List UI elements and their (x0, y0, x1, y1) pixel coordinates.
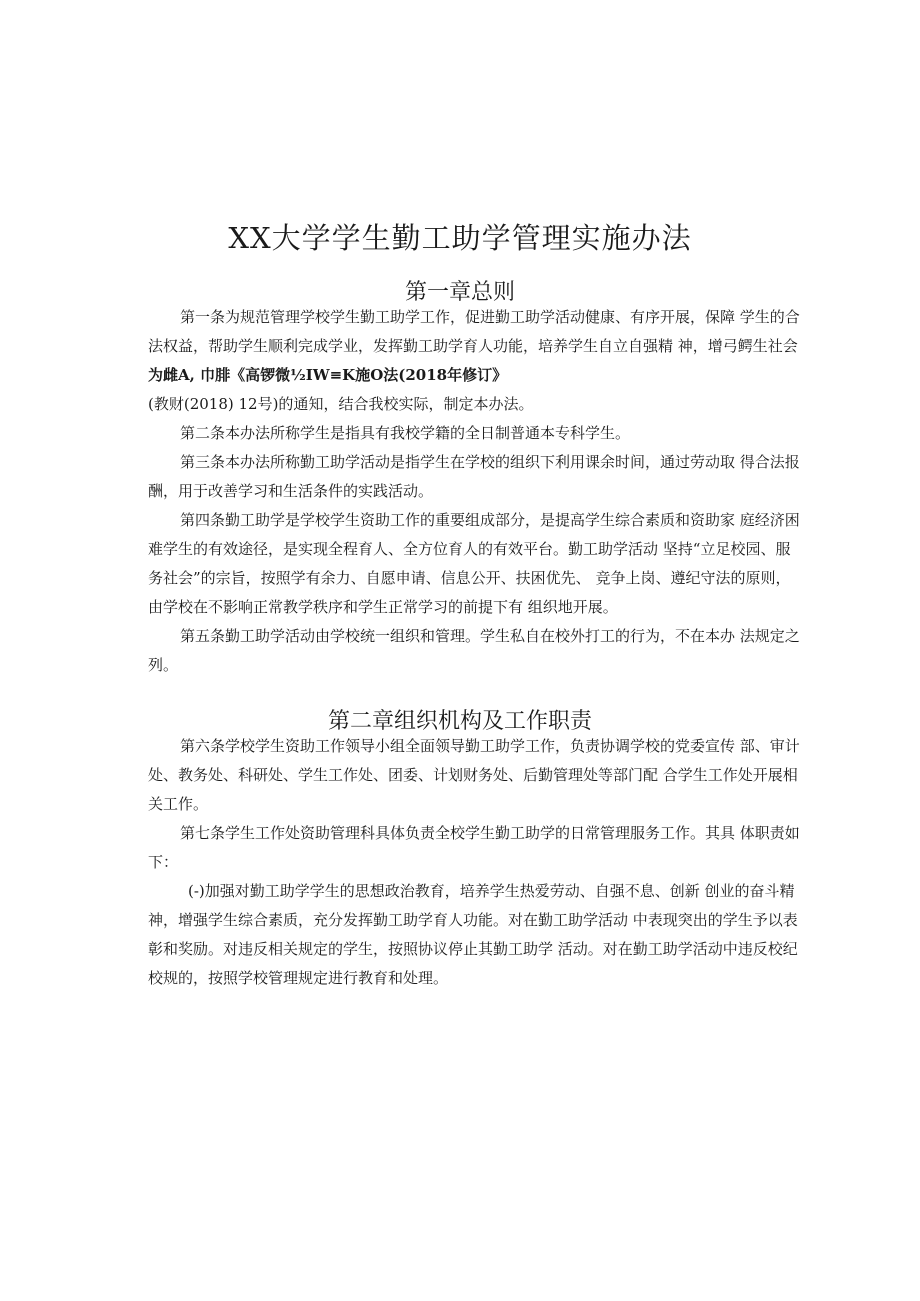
paragraph-line: 校规的，按照学校管理规定进行教育和处理。 (148, 969, 449, 987)
paragraph-line: (-)加强对勤工助学学生的思想政治教育，培养学生热爱劳动、自强不息、创新 创业的奋斗精 (188, 882, 795, 900)
paragraph-line: 第二条本办法所称学生是指具有我校学籍的全日制普通本专科学生。 (180, 424, 631, 442)
paragraph-line: (教财(2018) 12号)的通知，结合我校实际，制定本办法。 (148, 395, 534, 413)
paragraph-line: 列。 (148, 656, 179, 674)
paragraph-line: 为雌A, 巾腓《高锣微½IW≡K施O法(2018年修订》 (148, 366, 508, 384)
paragraph-line: 第三条本办法所称勤工助学活动是指学生在学校的组织下利用课余时间，通过劳动取 得合法报 (180, 453, 800, 471)
paragraph-line: 难学生的有效途径，是实现全程育人、全方位育人的有效平台。勤工助学活动 坚持“立足校园、服 (148, 540, 791, 558)
paragraph-line: 法权益，帮助学生顺利完成学业，发挥勤工助学育人功能，培养学生自立自强精 神，增弓鳄生社会 (148, 337, 798, 355)
paragraph-line: 第一条为规范管理学校学生勤工助学工作，促进勤工助学活动健康、有序开展，保障 学生的合 (180, 308, 800, 326)
chapter-heading-2: 第二章组织机构及工作职责 (327, 709, 592, 735)
paragraph-line: 第四条勤工助学是学校学生资助工作的重要组成部分，是提高学生综合素质和资助家 庭经济困 (180, 511, 800, 529)
paragraph-line: 处、教务处、科研处、学生工作处、团委、计划财务处、后勤管理处等部门配 合学生工作处开展相 (148, 766, 798, 784)
paragraph-line: 第五条勤工助学活动由学校统一组织和管理。学生私自在校外打工的行为，不在本办 法规定之 (180, 627, 800, 645)
paragraph-line: 第六条学校学生资助工作领导小组全面领导勤工助学工作，负责协调学校的党委宣传 部、审计 (180, 737, 800, 755)
paragraph-line: 彰和奖励。对违反相关规定的学生，按照协议停止其勤工助学 活动。对在勤工助学活动中违反校纪 (148, 940, 798, 958)
paragraph-line: 神，增强学生综合素质，充分发挥勤工助学育人功能。对在勤工助学活动 中表现突出的学生予以表 (148, 911, 798, 929)
paragraph-line: 关工作。 (148, 795, 209, 813)
paragraph-line: 第七条学生工作处资助管理科具体负责全校学生勤工助学的日常管理服务工作。其具 体职责如 (180, 824, 800, 842)
document-title: XX大学学生勤工助学管理实施办法 (228, 221, 692, 256)
chapter-heading-1: 第一章总则 (404, 280, 515, 306)
paragraph-line: 下： (148, 853, 179, 871)
paragraph-line: 务社会”的宗旨，按照学有余力、自愿申请、信息公开、扶困优先、 竞争上岗、遵纪守法的原则， (148, 569, 791, 587)
paragraph-line: 由学校在不影响正常教学秩序和学生正常学习的前提下有 组织地开展。 (148, 598, 618, 616)
paragraph-line: 酬，用于改善学习和生活条件的实践活动。 (148, 482, 434, 500)
